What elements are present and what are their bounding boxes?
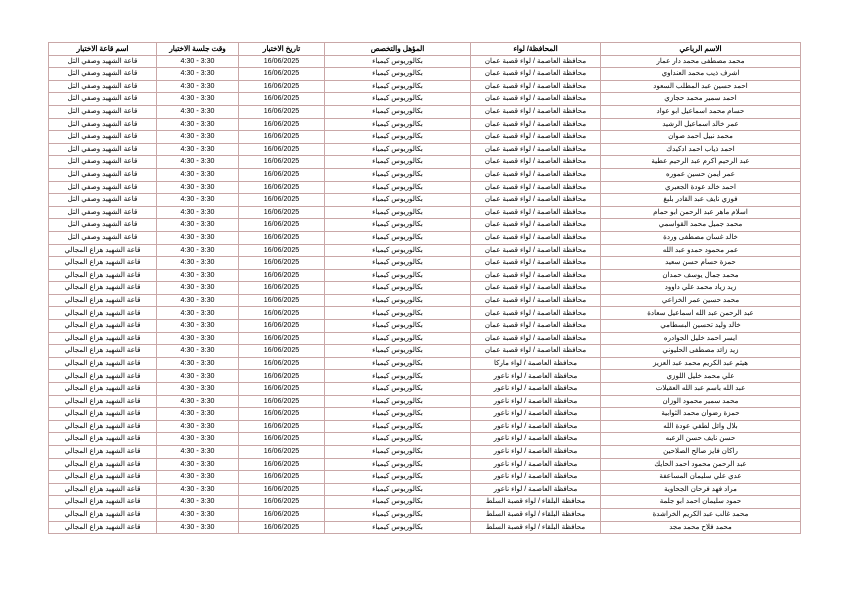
table-row <box>49 408 801 421</box>
cell-governorate: محافظة العاصمة / لواء ناعور <box>471 408 601 421</box>
cell-name: عبد الرحمن عبد الله اسماعيل سعادة <box>601 307 801 320</box>
cell-exam-hall: قاعة الشهيد هزاع المجالي <box>49 483 157 496</box>
cell-governorate: محافظة العاصمة / لواء قصبة عمان <box>471 168 601 181</box>
cell-exam-date: 16/06/2025 <box>239 345 325 358</box>
table-row <box>49 93 801 106</box>
cell-exam-date: 16/06/2025 <box>239 408 325 421</box>
cell-name: ايسر احمد خليل الجوادره <box>601 332 801 345</box>
cell-exam-date: 16/06/2025 <box>239 105 325 118</box>
cell-exam-date: 16/06/2025 <box>239 282 325 295</box>
cell-governorate: محافظة العاصمة / لواء ماركا <box>471 357 601 370</box>
table-header-row <box>49 43 801 56</box>
cell-qualification: بكالوريوس كيمياء <box>325 370 471 383</box>
cell-qualification: بكالوريوس كيمياء <box>325 332 471 345</box>
cell-exam-hall: قاعة الشهيد هزاع المجالي <box>49 446 157 459</box>
cell-name: محمد حسين عمر الخزاعي <box>601 294 801 307</box>
cell-name: حمزة رضوان محمد الثوابية <box>601 408 801 421</box>
cell-exam-time: 3:30 - 4:30 <box>157 131 239 144</box>
cell-exam-date: 16/06/2025 <box>239 93 325 106</box>
cell-qualification: بكالوريوس كيمياء <box>325 320 471 333</box>
cell-name: احمد خالد عودة الجعبري <box>601 181 801 194</box>
cell-governorate: محافظة البلقاء / لواء قصبة السلط <box>471 521 601 534</box>
cell-governorate: محافظة العاصمة / لواء قصبة عمان <box>471 80 601 93</box>
cell-exam-date: 16/06/2025 <box>239 307 325 320</box>
table-row <box>49 244 801 257</box>
cell-exam-hall: قاعة الشهيد هزاع المجالي <box>49 408 157 421</box>
cell-governorate: محافظة العاصمة / لواء قصبة عمان <box>471 68 601 81</box>
table-row <box>49 118 801 131</box>
cell-exam-hall: قاعة الشهيد وصفي التل <box>49 93 157 106</box>
cell-exam-date: 16/06/2025 <box>239 446 325 459</box>
cell-governorate: محافظة البلقاء / لواء قصبة السلط <box>471 508 601 521</box>
cell-qualification: بكالوريوس كيمياء <box>325 68 471 81</box>
cell-qualification: بكالوريوس كيمياء <box>325 181 471 194</box>
cell-exam-date: 16/06/2025 <box>239 206 325 219</box>
cell-exam-time: 3:30 - 4:30 <box>157 181 239 194</box>
exam-schedule-table-wrapper <box>49 42 801 534</box>
cell-qualification: بكالوريوس كيمياء <box>325 383 471 396</box>
cell-exam-time: 3:30 - 4:30 <box>157 206 239 219</box>
cell-exam-date: 16/06/2025 <box>239 471 325 484</box>
table-row <box>49 446 801 459</box>
cell-exam-time: 3:30 - 4:30 <box>157 80 239 93</box>
cell-exam-date: 16/06/2025 <box>239 357 325 370</box>
cell-name: راكان فايز صالح الصلاحين <box>601 446 801 459</box>
cell-exam-hall: قاعة الشهيد هزاع المجالي <box>49 370 157 383</box>
cell-exam-hall: قاعة الشهيد وصفي التل <box>49 231 157 244</box>
cell-exam-time: 3:30 - 4:30 <box>157 332 239 345</box>
cell-exam-date: 16/06/2025 <box>239 383 325 396</box>
cell-exam-time: 3:30 - 4:30 <box>157 370 239 383</box>
table-row <box>49 219 801 232</box>
table-row <box>49 194 801 207</box>
cell-governorate: محافظة العاصمة / لواء قصبة عمان <box>471 244 601 257</box>
table-row <box>49 521 801 534</box>
cell-qualification: بكالوريوس كيمياء <box>325 143 471 156</box>
cell-exam-hall: قاعة الشهيد وصفي التل <box>49 206 157 219</box>
cell-name: عبد الله باسم عبد الله العقيلات <box>601 383 801 396</box>
table-row <box>49 420 801 433</box>
table-row <box>49 181 801 194</box>
cell-exam-time: 3:30 - 4:30 <box>157 320 239 333</box>
cell-governorate: محافظة العاصمة / لواء قصبة عمان <box>471 269 601 282</box>
cell-exam-hall: قاعة الشهيد وصفي التل <box>49 168 157 181</box>
cell-governorate: محافظة العاصمة / لواء قصبة عمان <box>471 206 601 219</box>
cell-exam-date: 16/06/2025 <box>239 156 325 169</box>
cell-exam-time: 3:30 - 4:30 <box>157 483 239 496</box>
cell-exam-date: 16/06/2025 <box>239 231 325 244</box>
cell-exam-hall: قاعة الشهيد وصفي التل <box>49 68 157 81</box>
cell-exam-time: 3:30 - 4:30 <box>157 143 239 156</box>
cell-exam-date: 16/06/2025 <box>239 521 325 534</box>
cell-exam-date: 16/06/2025 <box>239 219 325 232</box>
cell-exam-date: 16/06/2025 <box>239 118 325 131</box>
cell-exam-date: 16/06/2025 <box>239 68 325 81</box>
cell-exam-time: 3:30 - 4:30 <box>157 307 239 320</box>
cell-qualification: بكالوريوس كيمياء <box>325 55 471 68</box>
cell-name: هيثم عبد الكريم محمد عبد العزيز <box>601 357 801 370</box>
cell-exam-date: 16/06/2025 <box>239 508 325 521</box>
cell-exam-time: 3:30 - 4:30 <box>157 68 239 81</box>
table-row <box>49 483 801 496</box>
cell-qualification: بكالوريوس كيمياء <box>325 307 471 320</box>
cell-qualification: بكالوريوس كيمياء <box>325 131 471 144</box>
table-row <box>49 383 801 396</box>
table-row <box>49 307 801 320</box>
cell-exam-time: 3:30 - 4:30 <box>157 345 239 358</box>
cell-governorate: محافظة العاصمة / لواء قصبة عمان <box>471 282 601 295</box>
cell-exam-time: 3:30 - 4:30 <box>157 383 239 396</box>
exam-schedule-table <box>48 42 801 534</box>
cell-exam-date: 16/06/2025 <box>239 80 325 93</box>
table-row <box>49 471 801 484</box>
cell-governorate: محافظة العاصمة / لواء قصبة عمان <box>471 320 601 333</box>
cell-governorate: محافظة العاصمة / لواء قصبة عمان <box>471 231 601 244</box>
cell-exam-time: 3:30 - 4:30 <box>157 458 239 471</box>
cell-exam-hall: قاعة الشهيد هزاع المجالي <box>49 357 157 370</box>
cell-name: عدي علي سليمان المساعفة <box>601 471 801 484</box>
cell-qualification: بكالوريوس كيمياء <box>325 156 471 169</box>
cell-qualification: بكالوريوس كيمياء <box>325 446 471 459</box>
cell-governorate: محافظة العاصمة / لواء قصبة عمان <box>471 143 601 156</box>
cell-name: زيد زائد مصطفى الحليوني <box>601 345 801 358</box>
table-row <box>49 282 801 295</box>
cell-governorate: محافظة العاصمة / لواء ناعور <box>471 458 601 471</box>
cell-qualification: بكالوريوس كيمياء <box>325 294 471 307</box>
cell-governorate: محافظة البلقاء / لواء قصبة السلط <box>471 496 601 509</box>
table-row <box>49 332 801 345</box>
cell-exam-time: 3:30 - 4:30 <box>157 168 239 181</box>
cell-qualification: بكالوريوس كيمياء <box>325 118 471 131</box>
cell-governorate: محافظة العاصمة / لواء قصبة عمان <box>471 105 601 118</box>
cell-name: مراد فهد فرحان الجحاوية <box>601 483 801 496</box>
table-row <box>49 55 801 68</box>
cell-exam-hall: قاعة الشهيد هزاع المجالي <box>49 471 157 484</box>
cell-exam-time: 3:30 - 4:30 <box>157 471 239 484</box>
cell-name: فوزي نايف عبد القادر بلبغ <box>601 194 801 207</box>
cell-qualification: بكالوريوس كيمياء <box>325 408 471 421</box>
cell-name: عبد الرحيم اكرم عبد الرحيم عطية <box>601 156 801 169</box>
table-header <box>49 43 801 56</box>
cell-exam-time: 3:30 - 4:30 <box>157 496 239 509</box>
cell-name: اسلام ماهر عبد الرحمن ابو حمام <box>601 206 801 219</box>
table-row <box>49 269 801 282</box>
cell-exam-time: 3:30 - 4:30 <box>157 93 239 106</box>
column-header-qualification: المؤهل والتخصص <box>325 43 471 56</box>
cell-exam-hall: قاعة الشهيد هزاع المجالي <box>49 508 157 521</box>
table-row <box>49 433 801 446</box>
cell-name: زيد زياد محمد علي داوود <box>601 282 801 295</box>
cell-qualification: بكالوريوس كيمياء <box>325 420 471 433</box>
cell-exam-date: 16/06/2025 <box>239 483 325 496</box>
cell-exam-hall: قاعة الشهيد هزاع المجالي <box>49 282 157 295</box>
cell-name: حمود سليمان احمد ابو جلمة <box>601 496 801 509</box>
cell-governorate: محافظة العاصمة / لواء ناعور <box>471 471 601 484</box>
table-row <box>49 496 801 509</box>
cell-exam-hall: قاعة الشهيد هزاع المجالي <box>49 496 157 509</box>
cell-name: محمد فلاح محمد مجد <box>601 521 801 534</box>
cell-name: احمد ذياب احمد ادكيدك <box>601 143 801 156</box>
cell-qualification: بكالوريوس كيمياء <box>325 168 471 181</box>
cell-exam-date: 16/06/2025 <box>239 320 325 333</box>
table-row <box>49 143 801 156</box>
table-row <box>49 168 801 181</box>
cell-exam-date: 16/06/2025 <box>239 194 325 207</box>
cell-qualification: بكالوريوس كيمياء <box>325 458 471 471</box>
cell-name: احمد حسين عبد المطلب السعود <box>601 80 801 93</box>
cell-governorate: محافظة العاصمة / لواء قصبة عمان <box>471 194 601 207</box>
cell-exam-hall: قاعة الشهيد وصفي التل <box>49 181 157 194</box>
table-row <box>49 370 801 383</box>
table-body <box>49 55 801 534</box>
cell-governorate: محافظة العاصمة / لواء قصبة عمان <box>471 156 601 169</box>
cell-exam-hall: قاعة الشهيد وصفي التل <box>49 118 157 131</box>
cell-name: محمد غالب عبد الكريم الخراشدة <box>601 508 801 521</box>
cell-exam-time: 3:30 - 4:30 <box>157 282 239 295</box>
cell-exam-hall: قاعة الشهيد وصفي التل <box>49 131 157 144</box>
cell-exam-hall: قاعة الشهيد وصفي التل <box>49 219 157 232</box>
cell-exam-hall: قاعة الشهيد هزاع المجالي <box>49 521 157 534</box>
cell-exam-time: 3:30 - 4:30 <box>157 118 239 131</box>
table-row <box>49 68 801 81</box>
table-row <box>49 131 801 144</box>
cell-governorate: محافظة العاصمة / لواء قصبة عمان <box>471 307 601 320</box>
cell-qualification: بكالوريوس كيمياء <box>325 105 471 118</box>
cell-name: علي محمد خليل اللوزي <box>601 370 801 383</box>
cell-exam-time: 3:30 - 4:30 <box>157 55 239 68</box>
cell-exam-date: 16/06/2025 <box>239 269 325 282</box>
cell-exam-hall: قاعة الشهيد هزاع المجالي <box>49 420 157 433</box>
cell-name: عمر ايمن حسين عموره <box>601 168 801 181</box>
cell-exam-date: 16/06/2025 <box>239 55 325 68</box>
cell-exam-time: 3:30 - 4:30 <box>157 357 239 370</box>
cell-exam-date: 16/06/2025 <box>239 395 325 408</box>
table-row <box>49 294 801 307</box>
cell-exam-date: 16/06/2025 <box>239 181 325 194</box>
cell-governorate: محافظة العاصمة / لواء قصبة عمان <box>471 257 601 270</box>
column-header-exam-time: وقت جلسة الاختبار <box>157 43 239 56</box>
cell-exam-time: 3:30 - 4:30 <box>157 395 239 408</box>
cell-exam-date: 16/06/2025 <box>239 131 325 144</box>
cell-qualification: بكالوريوس كيمياء <box>325 483 471 496</box>
cell-name: محمد نبيل احمد صوان <box>601 131 801 144</box>
cell-qualification: بكالوريوس كيمياء <box>325 206 471 219</box>
table-row <box>49 395 801 408</box>
table-row <box>49 257 801 270</box>
cell-qualification: بكالوريوس كيمياء <box>325 496 471 509</box>
cell-governorate: محافظة العاصمة / لواء قصبة عمان <box>471 181 601 194</box>
cell-exam-hall: قاعة الشهيد هزاع المجالي <box>49 257 157 270</box>
cell-qualification: بكالوريوس كيمياء <box>325 471 471 484</box>
cell-exam-hall: قاعة الشهيد هزاع المجالي <box>49 307 157 320</box>
cell-exam-hall: قاعة الشهيد وصفي التل <box>49 105 157 118</box>
table-row <box>49 320 801 333</box>
cell-exam-hall: قاعة الشهيد وصفي التل <box>49 80 157 93</box>
cell-qualification: بكالوريوس كيمياء <box>325 269 471 282</box>
cell-governorate: محافظة العاصمة / لواء قصبة عمان <box>471 219 601 232</box>
cell-governorate: محافظة العاصمة / لواء ناعور <box>471 446 601 459</box>
cell-exam-hall: قاعة الشهيد هزاع المجالي <box>49 345 157 358</box>
cell-qualification: بكالوريوس كيمياء <box>325 219 471 232</box>
cell-name: حمزة حسام حسن سعيد <box>601 257 801 270</box>
table-row <box>49 458 801 471</box>
cell-qualification: بكالوريوس كيمياء <box>325 257 471 270</box>
cell-exam-hall: قاعة الشهيد وصفي التل <box>49 194 157 207</box>
cell-exam-hall: قاعة الشهيد وصفي التل <box>49 143 157 156</box>
cell-name: خالد وليد تحسين البسطامي <box>601 320 801 333</box>
cell-exam-time: 3:30 - 4:30 <box>157 257 239 270</box>
cell-governorate: محافظة العاصمة / لواء قصبة عمان <box>471 93 601 106</box>
cell-exam-date: 16/06/2025 <box>239 420 325 433</box>
cell-qualification: بكالوريوس كيمياء <box>325 194 471 207</box>
cell-qualification: بكالوريوس كيمياء <box>325 357 471 370</box>
cell-exam-time: 3:30 - 4:30 <box>157 194 239 207</box>
cell-exam-date: 16/06/2025 <box>239 168 325 181</box>
cell-governorate: محافظة العاصمة / لواء قصبة عمان <box>471 345 601 358</box>
column-header-name: الاسم الرباعي <box>601 43 801 56</box>
cell-exam-hall: قاعة الشهيد هزاع المجالي <box>49 294 157 307</box>
table-row <box>49 80 801 93</box>
table-row <box>49 357 801 370</box>
cell-exam-time: 3:30 - 4:30 <box>157 244 239 257</box>
cell-qualification: بكالوريوس كيمياء <box>325 244 471 257</box>
cell-name: اشرف ذيب محمد العنداوي <box>601 68 801 81</box>
cell-governorate: محافظة العاصمة / لواء ناعور <box>471 483 601 496</box>
cell-exam-time: 3:30 - 4:30 <box>157 231 239 244</box>
cell-exam-time: 3:30 - 4:30 <box>157 294 239 307</box>
cell-exam-date: 16/06/2025 <box>239 496 325 509</box>
cell-qualification: بكالوريوس كيمياء <box>325 93 471 106</box>
cell-qualification: بكالوريوس كيمياء <box>325 282 471 295</box>
column-header-exam-date: تاريخ الاختبار <box>239 43 325 56</box>
table-row <box>49 206 801 219</box>
cell-governorate: محافظة العاصمة / لواء قصبة عمان <box>471 55 601 68</box>
cell-governorate: محافظة العاصمة / لواء قصبة عمان <box>471 332 601 345</box>
cell-exam-date: 16/06/2025 <box>239 244 325 257</box>
cell-exam-date: 16/06/2025 <box>239 257 325 270</box>
table-row <box>49 231 801 244</box>
cell-exam-date: 16/06/2025 <box>239 294 325 307</box>
cell-governorate: محافظة العاصمة / لواء قصبة عمان <box>471 131 601 144</box>
cell-governorate: محافظة العاصمة / لواء ناعور <box>471 370 601 383</box>
cell-qualification: بكالوريوس كيمياء <box>325 345 471 358</box>
cell-exam-hall: قاعة الشهيد هزاع المجالي <box>49 395 157 408</box>
cell-exam-time: 3:30 - 4:30 <box>157 433 239 446</box>
cell-qualification: بكالوريوس كيمياء <box>325 508 471 521</box>
cell-exam-date: 16/06/2025 <box>239 433 325 446</box>
cell-exam-date: 16/06/2025 <box>239 143 325 156</box>
cell-exam-time: 3:30 - 4:30 <box>157 521 239 534</box>
cell-governorate: محافظة العاصمة / لواء ناعور <box>471 433 601 446</box>
cell-qualification: بكالوريوس كيمياء <box>325 80 471 93</box>
cell-qualification: بكالوريوس كيمياء <box>325 433 471 446</box>
cell-exam-hall: قاعة الشهيد هزاع المجالي <box>49 332 157 345</box>
cell-exam-time: 3:30 - 4:30 <box>157 156 239 169</box>
column-header-governorate: المحافظة/ لواء <box>471 43 601 56</box>
cell-qualification: بكالوريوس كيمياء <box>325 395 471 408</box>
column-header-exam-hall: اسم قاعة الاختبار <box>49 43 157 56</box>
cell-name: محمد جمال يوسف حمدان <box>601 269 801 282</box>
cell-governorate: محافظة العاصمة / لواء قصبة عمان <box>471 118 601 131</box>
cell-exam-hall: قاعة الشهيد وصفي التل <box>49 156 157 169</box>
cell-name: محمد جميل محمد القواسمي <box>601 219 801 232</box>
cell-name: محمد سمير محمود الوزان <box>601 395 801 408</box>
cell-exam-time: 3:30 - 4:30 <box>157 105 239 118</box>
cell-exam-hall: قاعة الشهيد هزاع المجالي <box>49 269 157 282</box>
cell-governorate: محافظة العاصمة / لواء ناعور <box>471 383 601 396</box>
cell-exam-time: 3:30 - 4:30 <box>157 446 239 459</box>
cell-exam-hall: قاعة الشهيد هزاع المجالي <box>49 244 157 257</box>
cell-exam-date: 16/06/2025 <box>239 332 325 345</box>
table-row <box>49 345 801 358</box>
cell-name: حسن نايف حسن الزعبه <box>601 433 801 446</box>
cell-exam-date: 16/06/2025 <box>239 370 325 383</box>
table-row <box>49 105 801 118</box>
cell-name: بلال وائل لطفي عودة الله <box>601 420 801 433</box>
cell-name: عبد الرحمن محمود احمد الحايك <box>601 458 801 471</box>
cell-name: خالد غسان مصطفى وردة <box>601 231 801 244</box>
cell-exam-hall: قاعة الشهيد هزاع المجالي <box>49 320 157 333</box>
cell-governorate: محافظة العاصمة / لواء ناعور <box>471 395 601 408</box>
table-row <box>49 508 801 521</box>
cell-exam-time: 3:30 - 4:30 <box>157 219 239 232</box>
cell-exam-date: 16/06/2025 <box>239 458 325 471</box>
cell-exam-time: 3:30 - 4:30 <box>157 269 239 282</box>
cell-name: عمر محمود حمدو عبد الله <box>601 244 801 257</box>
cell-exam-hall: قاعة الشهيد هزاع المجالي <box>49 383 157 396</box>
cell-qualification: بكالوريوس كيمياء <box>325 521 471 534</box>
cell-name: احمد سمير محمد حجازي <box>601 93 801 106</box>
cell-name: عمر خالد اسماعيل الرشيد <box>601 118 801 131</box>
cell-exam-time: 3:30 - 4:30 <box>157 508 239 521</box>
cell-governorate: محافظة العاصمة / لواء قصبة عمان <box>471 294 601 307</box>
cell-exam-hall: قاعة الشهيد هزاع المجالي <box>49 433 157 446</box>
cell-qualification: بكالوريوس كيمياء <box>325 231 471 244</box>
table-row <box>49 156 801 169</box>
cell-exam-time: 3:30 - 4:30 <box>157 420 239 433</box>
cell-exam-time: 3:30 - 4:30 <box>157 408 239 421</box>
cell-exam-hall: قاعة الشهيد وصفي التل <box>49 55 157 68</box>
cell-name: حسام محمد اسماعيل ابو عواد <box>601 105 801 118</box>
cell-name: محمد مصطفى محمد دار عمار <box>601 55 801 68</box>
cell-exam-hall: قاعة الشهيد هزاع المجالي <box>49 458 157 471</box>
cell-governorate: محافظة العاصمة / لواء ناعور <box>471 420 601 433</box>
